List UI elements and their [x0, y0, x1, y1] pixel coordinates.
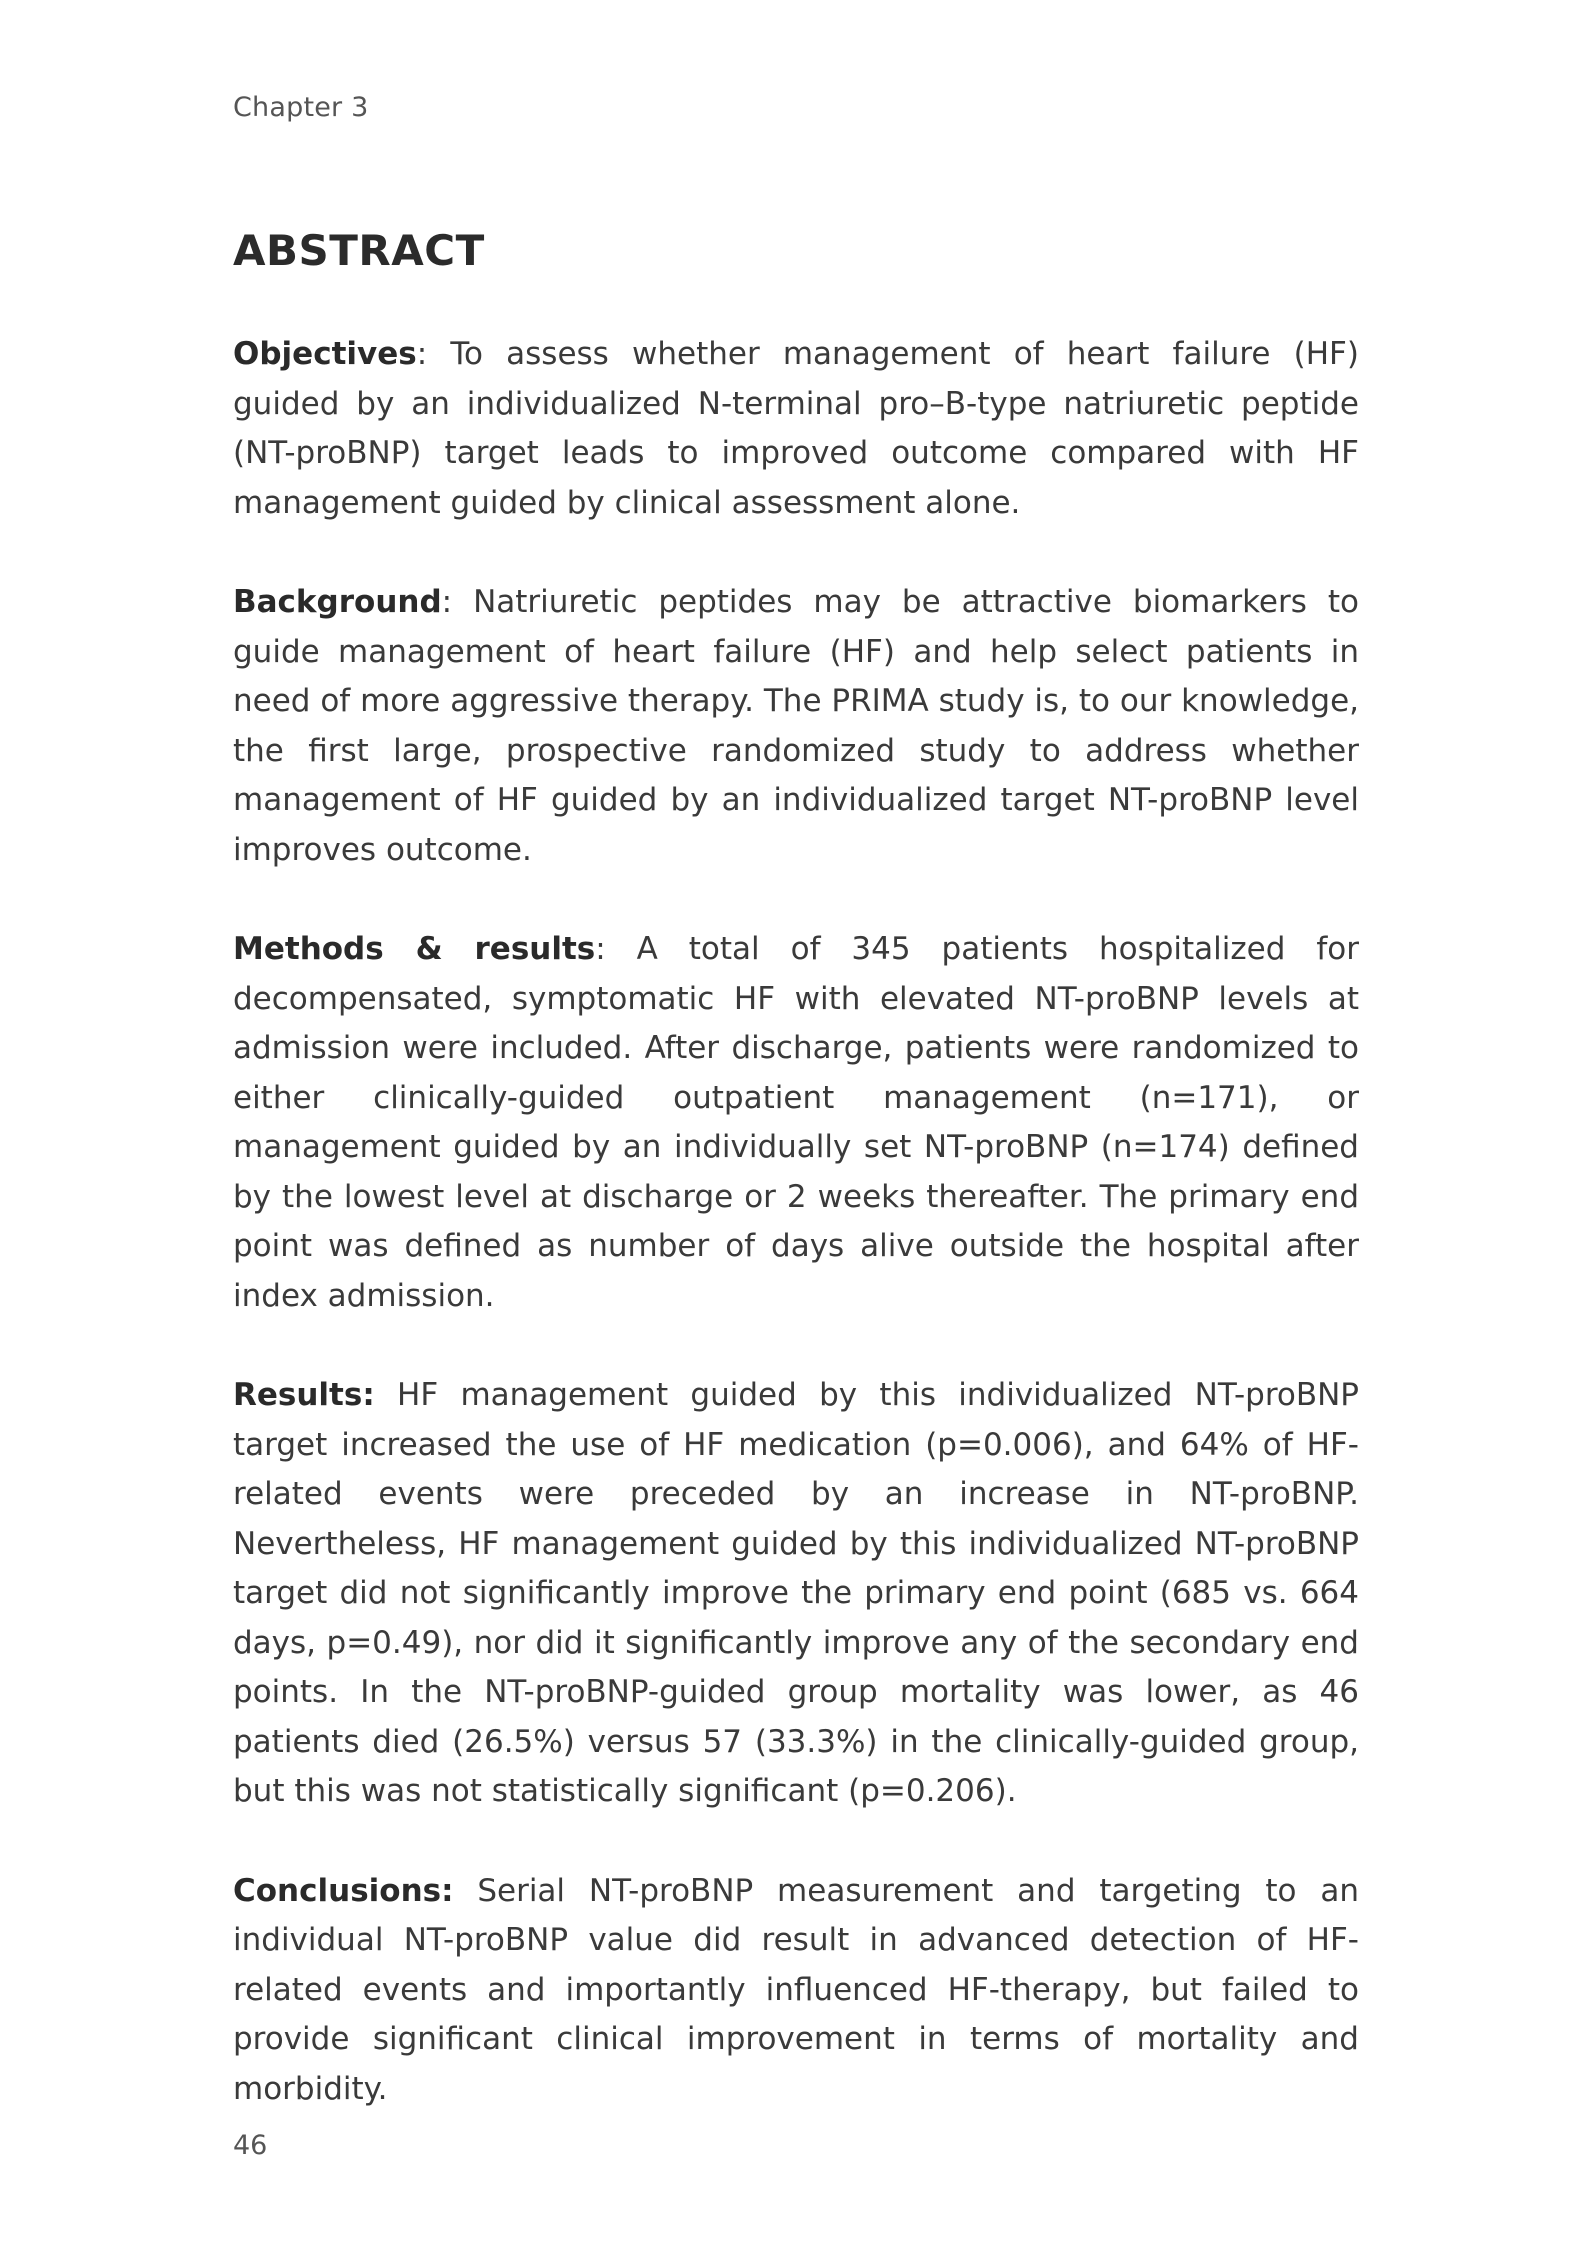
methods-results-separator: :: [595, 931, 637, 967]
running-header: Chapter 3: [233, 92, 369, 123]
objectives-paragraph: [233, 330, 1359, 528]
abstract-body: [233, 330, 1359, 2164]
methods-results-text: A total of 345 patients hospitalized for decompensated, symptomatic HF with elevated NT-proBNP levels at admission were included. After discharge, patients were randomized to either clinically-guided outpatient management (n=171), or management guided by an individually set NT-proBNP (n=174) defined by the lowest level at discharge or 2 weeks thereafter. The primary end point was defined as number of days alive outside the hospital after index admission.: [233, 931, 1359, 1314]
abstract-title: ABSTRACT: [233, 226, 485, 275]
background-label: Background: [233, 584, 442, 620]
background-paragraph: [233, 578, 1359, 875]
results-separator: [375, 1377, 397, 1413]
objectives-text: To assess whether management of heart failure (HF) guided by an individualized N-terminal pro–B-type natriuretic peptide (NT-proBNP) target leads to improved outcome compared with HF management guided by clinical assessment alone.: [233, 336, 1359, 521]
background-text: Natriuretic peptides may be attractive biomarkers to guide management of heart failure (HF) and help select patients in need of more aggressive therapy. The PRIMA study is, to our knowledge, the first large, prospective randomized study to address whether management of HF guided by an individualized target NT-proBNP level improves outcome.: [233, 584, 1359, 868]
page-number: 46: [233, 2130, 268, 2161]
conclusions-label: Conclusions:: [233, 1872, 454, 1909]
results-paragraph: [233, 1371, 1359, 1817]
conclusions-paragraph: [233, 1867, 1359, 2115]
objectives-separator: :: [416, 336, 451, 372]
results-label: Results:: [233, 1377, 375, 1413]
background-separator: :: [441, 584, 474, 620]
objectives-label: Objectives: [233, 336, 417, 372]
conclusions-separator: [453, 1873, 477, 1909]
methods-results-paragraph: [233, 925, 1359, 1321]
methods-results-label: Methods & results: [233, 931, 596, 967]
results-text: HF management guided by this individualized NT-proBNP target increased the use of HF medication (p=0.006), and 64% of HF-related events were preceded by an increase in NT-proBNP. Nevertheless, HF management guided by this individualized NT-proBNP target did not significantly improve the primary end point (685 vs. 664 days, p=0.49), nor did it significantly improve any of the secondary end points. In the NT-proBNP-guided group mortality was lower, as 46 patients died (26.5%) versus 57 (33.3%) in the clinically-guided group, but this was not statistically significant (p=0.206).: [233, 1377, 1359, 1809]
conclusions-text: Serial NT-proBNP measurement and targeting to an individual NT-proBNP value did result in advanced detection of HF-related events and importantly influenced HF-therapy, but failed to provide significant clinical improvement in terms of mortality and morbidity.: [233, 1872, 1359, 2107]
